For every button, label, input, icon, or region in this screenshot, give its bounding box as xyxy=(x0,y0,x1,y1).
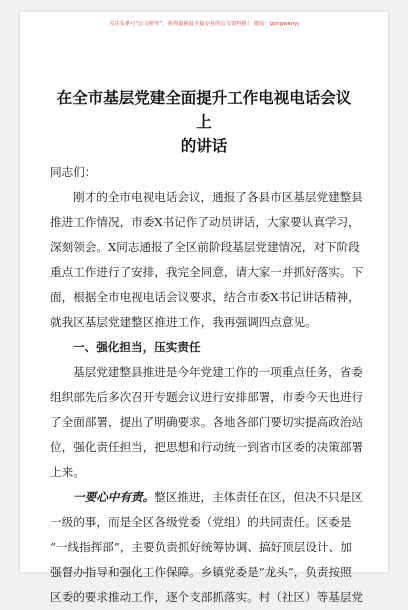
paragraph-line: 上来。 xyxy=(50,465,85,479)
paragraph-line: 强督办指导和强化工作保障。乡镇党委是“龙头”，负责按照 xyxy=(50,565,352,579)
paragraph-line: 基层党建整县推进是今年党建工作的一项重点任务，省委 xyxy=(73,365,363,379)
paragraph-line: 位，强化责任担当，把思想和行动统一到省市区委的决策部署 xyxy=(50,440,364,454)
paragraph-2 xyxy=(50,360,368,485)
paragraph-line: 区委的要求推动工作，逐个支部抓落实。村（社区）等基层党 xyxy=(50,590,364,604)
paragraph-text: 整区推进，主体责任在区，但决不只是区 xyxy=(154,490,363,504)
paragraph-line: 重点工作进行了安排，我完全同意，请大家一并抓好落实。下 xyxy=(50,265,364,279)
paragraph-line: 一级的事，而是全区各级党委（党组）的共同责任。区委是 xyxy=(50,515,352,529)
paragraph-line: 了全面部署，提出了明确要求。各地各部门要切实提高政治站 xyxy=(50,415,364,429)
paragraph-line: 面，根据全市电视电话会议要求，结合市委X书记讲话精神， xyxy=(50,290,360,304)
salutation: 同志们： xyxy=(50,165,97,179)
title-line: 的讲话 xyxy=(180,136,228,155)
paragraph-line: 就我区基层党建整区推进工作，我再强调四点意见。 xyxy=(50,315,317,329)
paragraph-line: “一线指挥部”，主要负责抓好统筹协调、搞好顶层设计、加 xyxy=(50,540,352,554)
paragraph-lead: 一要心中有责。 xyxy=(73,490,155,504)
header-banner: 关注头条号“公文研究”，获得最新最全最专业的公文资料推！ 微信：gongwenyj xyxy=(109,21,299,27)
document-title xyxy=(50,86,358,158)
section-heading: 一、强化担当，压实责任 xyxy=(73,340,201,354)
title-line: 在全市基层党建全面提升工作电视电话会议上 xyxy=(56,88,352,131)
paragraph-1 xyxy=(50,185,368,335)
document-page xyxy=(20,12,388,604)
paragraph-line: 刚才的全市电视电话会议，通报了各县市区基层党建整县 xyxy=(73,190,363,204)
paragraph-line: 推进工作情况，市委X书记作了动员讲话，大家要认真学习， xyxy=(50,215,360,229)
paragraph-line: 组织部先后多次召开专题会议进行安排部署，市委今天也进行 xyxy=(50,390,364,404)
paragraph-3 xyxy=(50,485,368,610)
paragraph-line xyxy=(50,485,368,510)
paragraph-line: 深刻领会。X同志通报了全区前阶段基层党建情况，对下阶段 xyxy=(50,240,360,254)
document-body xyxy=(50,160,368,610)
